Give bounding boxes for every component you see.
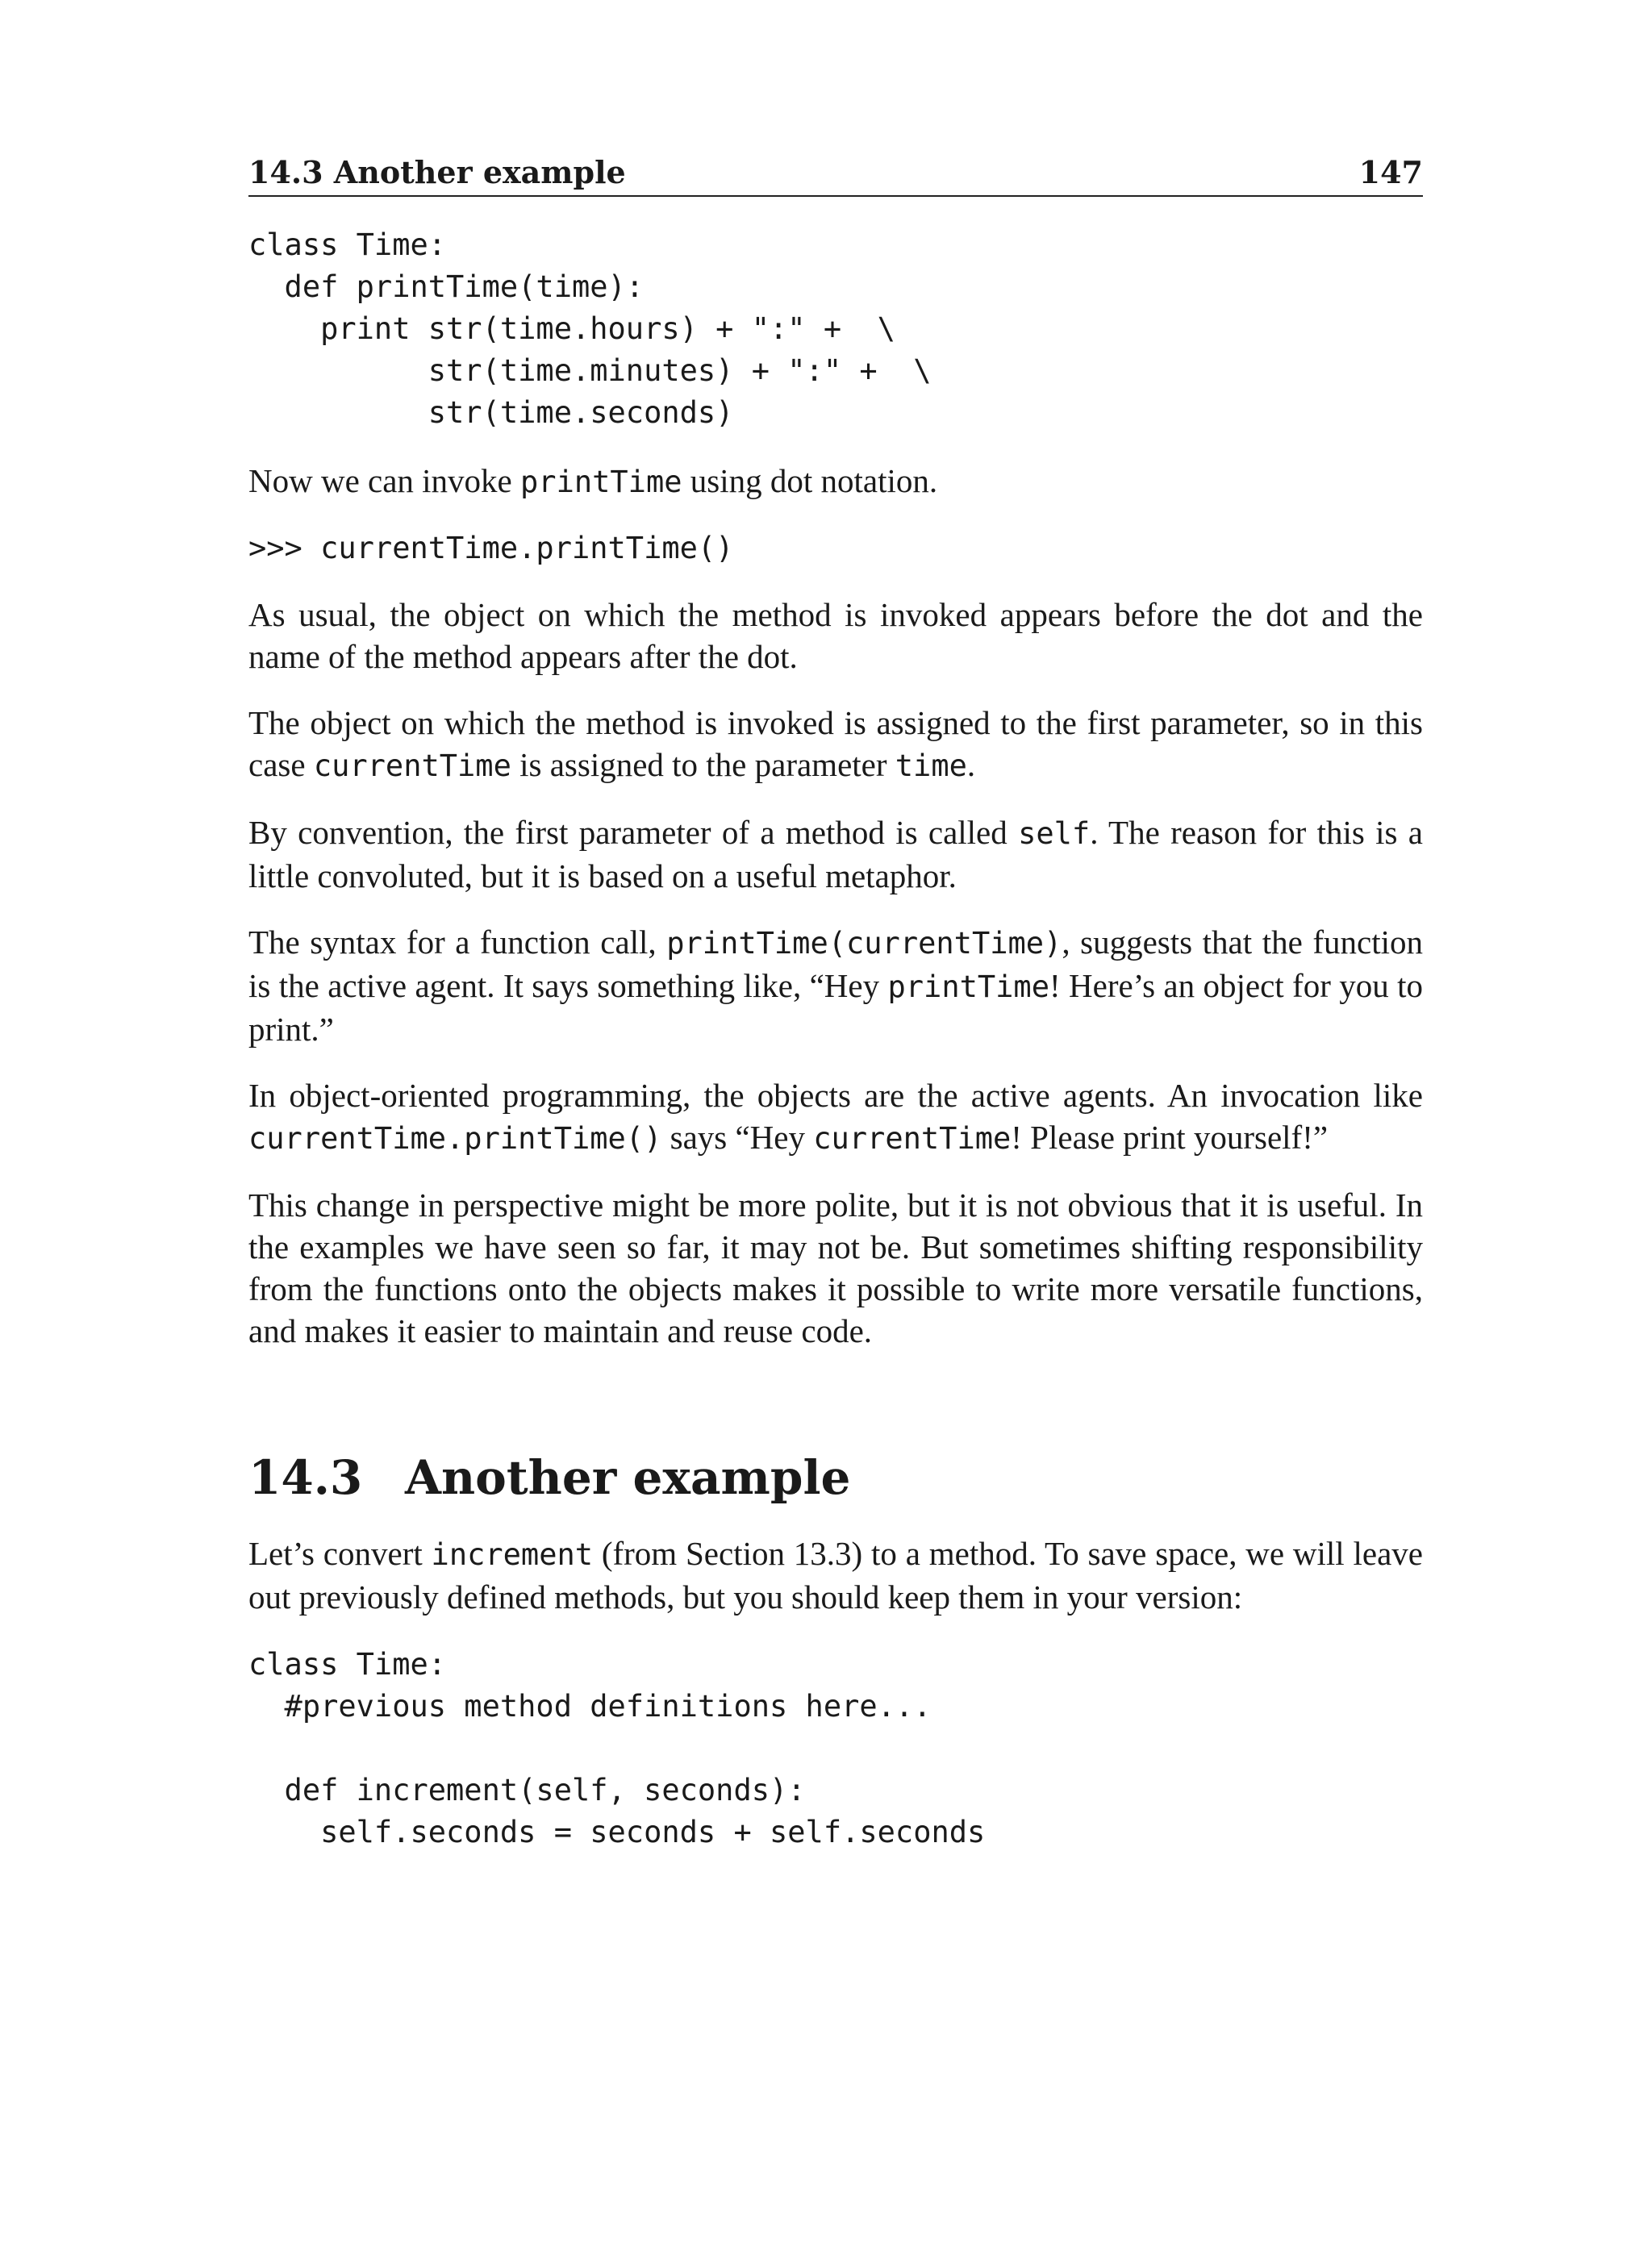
code-block-print-time <box>248 224 1423 434</box>
code-block-increment <box>248 1644 1423 1853</box>
code-line: class Time: <box>248 1647 447 1682</box>
code-line: >>> currentTime.printTime() <box>248 531 734 565</box>
paragraph-dot-notation: Now we can invoke printTime using dot notation. <box>248 462 938 499</box>
code-line: str(time.seconds) <box>248 395 734 430</box>
paragraph-as-usual: As usual, the object on which the method is invoked appears before the dot and the name of the method appears after the dot. <box>248 596 1423 675</box>
paragraph-perspective: This change in perspective might be more polite, but it is not obvious that it is useful. In the examples we have seen so far, it may not be. But sometimes shifting responsibility from the functions onto the objects makes it possible to write more versatile functions, and makes it easier to maintain and reuse code. <box>248 1186 1423 1349</box>
inline-code: printTime(currentTime) <box>666 926 1062 961</box>
code-line: print str(time.hours) + ":" + \ <box>248 311 895 346</box>
code-line: #previous method definitions here... <box>248 1689 932 1724</box>
code-block-invoke <box>248 527 1423 569</box>
code-line: class Time: <box>248 227 447 262</box>
running-header-section: 14.3 Another example <box>248 154 626 190</box>
code-line: def increment(self, seconds): <box>248 1773 806 1807</box>
paragraph-syntax: The syntax for a function call, printTime(currentTime), suggests that the function is the active agent. It says something like, “Hey printTime! Here’s an object for you to print.” <box>248 924 1424 1048</box>
section-title: Another example <box>405 1450 851 1505</box>
inline-code: currentTime.printTime() <box>248 1121 662 1156</box>
code-line: def printTime(time): <box>248 269 645 304</box>
paragraph-first-parameter: The object on which the method is invoked is assigned to the first parameter, so in this case currentTime is assigned to the parameter time. <box>248 704 1423 783</box>
paragraph-object-oriented: In object-oriented programming, the objects are the active agents. An invocation like currentTime.printTime() says “Hey currentTime! Please print yourself!” <box>248 1077 1423 1156</box>
section-heading <box>248 1447 1423 1508</box>
code-line: str(time.minutes) + ":" + \ <box>248 353 932 388</box>
book-page <box>248 145 1423 1853</box>
inline-code: printTime <box>887 969 1049 1004</box>
page-number: 147 <box>1358 154 1423 190</box>
section-number: 14.3 <box>248 1450 363 1505</box>
inline-code: time <box>895 748 967 783</box>
running-header <box>248 145 1423 197</box>
inline-code: printTime <box>520 465 682 499</box>
paragraph-convention: By convention, the first parameter of a method is called self. The reason for this is a little convoluted, but it is based on a useful metaphor. <box>248 814 1423 894</box>
inline-code: currentTime <box>813 1121 1012 1156</box>
paragraph-convert-increment: Let’s convert increment (from Section 13.3) to a method. To save space, we will leave out previously defined methods, but you should keep them in your version: <box>248 1535 1423 1616</box>
code-line: self.seconds = seconds + self.seconds <box>248 1815 986 1849</box>
code-line <box>248 1728 1423 1770</box>
inline-code: self <box>1018 816 1091 851</box>
inline-code: currentTime <box>313 748 511 783</box>
inline-code: increment <box>431 1537 594 1572</box>
